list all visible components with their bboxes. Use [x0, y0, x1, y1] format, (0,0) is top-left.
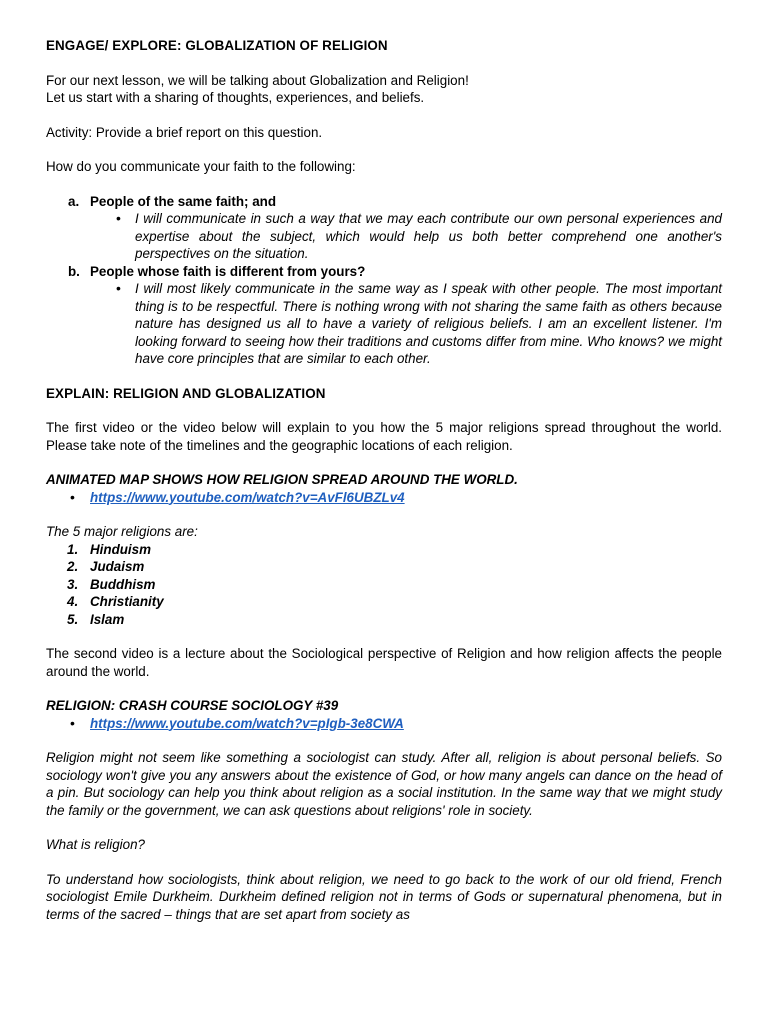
video1-intro: The first video or the video below will explain to you how the 5 major religions spread throughout the world. Please take note of the timelines and the geographic locations of each religion.: [46, 420, 722, 453]
religion-list: [46, 541, 722, 629]
religion-name: Buddhism: [90, 576, 156, 592]
religion-number: 3.: [67, 576, 79, 592]
durkheim-paragraph: To understand how sociologists, think about religion, we need to go back to the work of our old friend, French sociologist Emile Durkheim. Durkheim defined religion not in terms of Gods or supernatural phenomena, but in terms of the sacred – things that are set apart from society as: [46, 871, 722, 922]
answer-list-b: [90, 280, 722, 368]
what-is-religion: What is religion?: [46, 837, 145, 852]
religion-number: 5.: [67, 611, 79, 627]
activity-text: Activity: Provide a brief report on this question.: [46, 124, 323, 140]
video1-link[interactable]: https://www.youtube.com/watch?v=AvFl6UBZLv4: [90, 489, 405, 505]
religion-number: 2.: [67, 559, 79, 574]
video2-intro: The second video is a lecture about the Sociological perspective of Religion and how religion affects the people around the world.: [46, 646, 722, 679]
video1-title: ANIMATED MAP SHOWS HOW RELIGION SPREAD AROUND THE WORLD.: [46, 472, 518, 487]
religion-item-buddhism: [67, 576, 722, 594]
sociology-paragraph: Religion might not seem like something a sociologist can study. After all, religion is about personal beliefs. So sociology won't give you any answers about the existence of God, or how many angels can dance on the head of a pin. But sociology can help you think about religion as a social institution. In the same way that we might study the family or the government, we can ask questions about religions' role in society.: [46, 750, 722, 818]
item-marker-b: b.: [68, 263, 80, 279]
religion-number: 1.: [67, 541, 79, 557]
religion-name: Christianity: [90, 594, 164, 609]
answer-list-a: [90, 210, 722, 263]
question-item-a: [68, 193, 722, 263]
video2-link-item: [90, 715, 722, 733]
religions-intro: The 5 major religions are:: [46, 524, 198, 539]
item-label-a: People of the same faith; and: [90, 193, 277, 209]
religion-item-judaism: [67, 558, 722, 576]
answer-b: • I will most likely communicate in the same way as I speak with other people. The most important thing is to be respectful. There is nothing wrong with not sharing the same faith as others because nature has designed us all to have a variety of religious beliefs. I am an excellent listener. I'm looking forward to seeing how their traditions and customs differ from mine. Who knows? we might have core principles that are similar to each other.: [135, 280, 722, 368]
religion-name: Hinduism: [90, 541, 152, 557]
intro-line-2: Let us start with a sharing of thoughts, experiences, and beliefs.: [46, 90, 425, 105]
religion-name: Islam: [90, 611, 125, 627]
question-item-b: [68, 263, 722, 368]
question-text: How do you communicate your faith to the following:: [46, 159, 356, 174]
video2-link[interactable]: https://www.youtube.com/watch?v=pIgb-3e8CWA: [90, 715, 404, 731]
video1-link-item: [90, 489, 722, 507]
question-items: [46, 193, 722, 368]
video2-title: RELIGION: CRASH COURSE SOCIOLOGY #39: [46, 698, 339, 713]
section-heading-explain: EXPLAIN: RELIGION AND GLOBALIZATION: [46, 385, 326, 401]
religion-name: Judaism: [90, 559, 145, 574]
video2-link-list: [46, 715, 722, 733]
item-marker-a: a.: [68, 193, 80, 209]
answer-a: • I will communicate in such a way that we may each contribute our own personal experiences and expertise about the subject, which would help us both better comprehend one another's perspectives on the situation.: [135, 210, 722, 263]
religion-item-islam: [67, 611, 722, 629]
religion-number: 4.: [67, 594, 79, 609]
section-heading-engage: ENGAGE/ EXPLORE: GLOBALIZATION OF RELIGION: [46, 38, 388, 53]
religion-item-christianity: [67, 593, 722, 611]
intro-line-1: For our next lesson, we will be talking about Globalization and Religion!: [46, 72, 469, 88]
religion-item-hinduism: [67, 541, 722, 559]
item-label-b: People whose faith is different from yours?: [90, 263, 366, 279]
video1-link-list: [46, 489, 722, 507]
